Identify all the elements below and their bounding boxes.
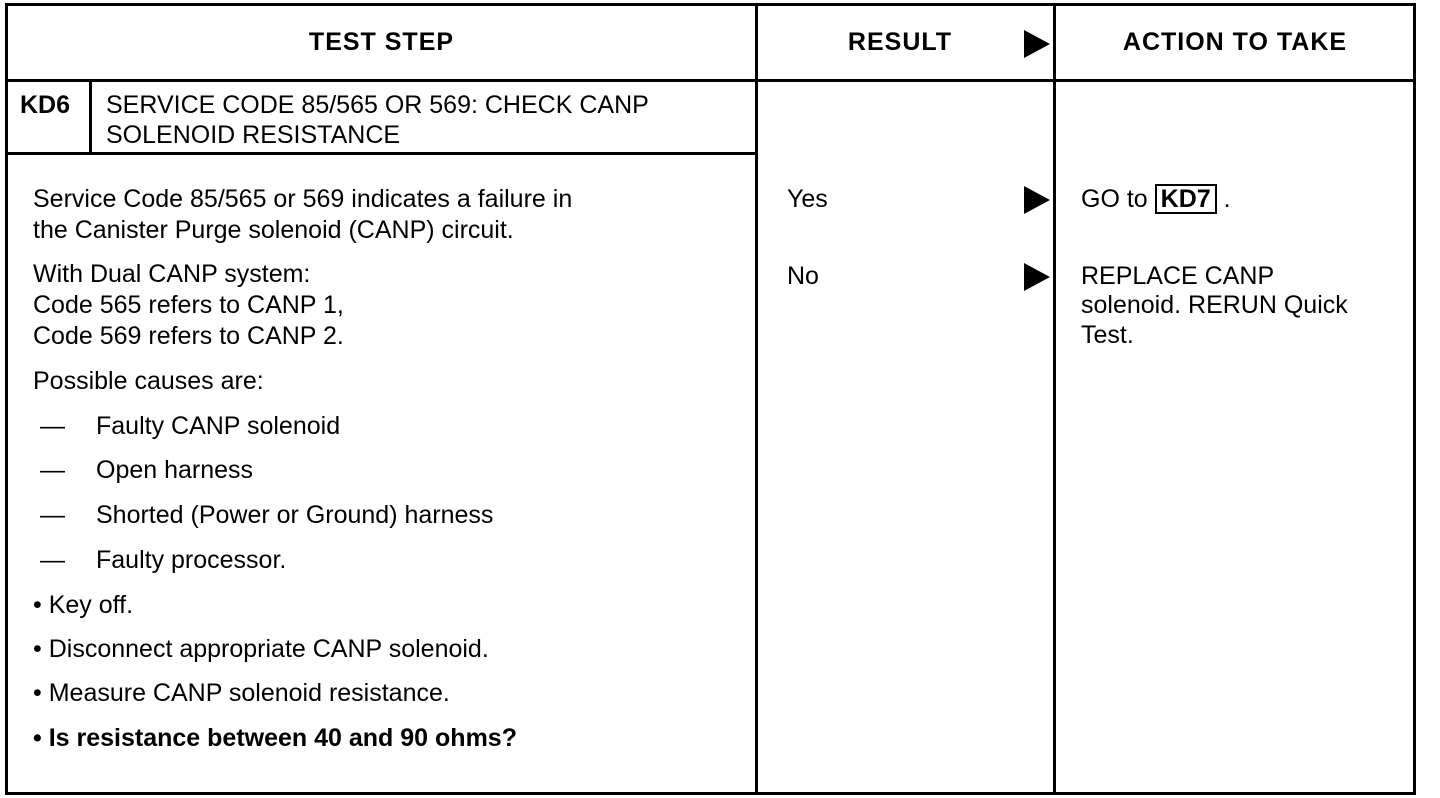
dual-line2: Code 565 refers to CANP 1, (33, 291, 344, 319)
goto-kd7-link[interactable]: KD7 (1155, 184, 1217, 214)
intro-line1: Service Code 85/565 or 569 indicates a failure in (33, 185, 573, 213)
procedure-step (33, 590, 133, 621)
step-id-divider (89, 79, 92, 155)
header-action: ACTION TO TAKE (1122, 28, 1348, 56)
column-divider-action (1053, 3, 1056, 795)
step-id: KD6 (20, 91, 71, 119)
dual-line1: With Dual CANP system: (33, 260, 311, 288)
step-title-line1: SERVICE CODE 85/565 OR 569: CHECK CANP (106, 91, 649, 119)
action-yes-suffix: . (1223, 185, 1231, 213)
result-yes: Yes (787, 185, 828, 213)
dash-marker: — (40, 456, 65, 484)
procedure-text: Key off. (48, 591, 134, 619)
action-yes-prefix: GO to (1081, 185, 1148, 213)
action-no-line2: solenoid. RERUN Quick (1081, 291, 1348, 319)
causes-label: Possible causes are: (33, 367, 264, 395)
cause-text: Open harness (96, 456, 254, 484)
bullet-marker: • (33, 724, 42, 752)
procedure-text: Disconnect appropriate CANP solenoid. (48, 635, 489, 663)
bullet-marker: • (33, 635, 42, 663)
procedure-text: Measure CANP solenoid resistance. (48, 679, 450, 707)
intro-line2: the Canister Purge solenoid (CANP) circuit. (33, 216, 514, 244)
header-result-arrow-icon (1024, 30, 1050, 58)
cause-text: Faulty CANP solenoid (96, 412, 341, 440)
step-title-line2: SOLENOID RESISTANCE (106, 121, 401, 149)
cause-item (40, 545, 286, 576)
bullet-marker: • (33, 679, 42, 707)
question (33, 723, 517, 754)
cause-item (40, 455, 253, 486)
result-no-arrow-icon (1024, 263, 1050, 291)
column-divider-result (755, 3, 758, 795)
dash-marker: — (40, 501, 65, 529)
action-no-line3: Test. (1081, 321, 1134, 349)
procedure-step (33, 634, 489, 665)
question-text: Is resistance between 40 and 90 ohms? (48, 724, 517, 752)
header-result: RESULT (847, 28, 953, 56)
dual-line3: Code 569 refers to CANP 2. (33, 322, 344, 350)
action-no-line1: REPLACE CANP (1081, 262, 1275, 290)
procedure-step (33, 678, 450, 709)
cause-text: Faulty processor. (96, 546, 287, 574)
cause-item (40, 500, 493, 531)
result-no: No (787, 262, 819, 290)
cause-item (40, 411, 340, 442)
result-yes-arrow-icon (1024, 186, 1050, 214)
dash-marker: — (40, 546, 65, 574)
header-test-step: TEST STEP (308, 28, 455, 56)
dash-marker: — (40, 412, 65, 440)
cause-text: Shorted (Power or Ground) harness (96, 501, 494, 529)
header-divider (5, 79, 1416, 82)
action-yes (1081, 184, 1231, 215)
step-title-divider (5, 152, 758, 155)
bullet-marker: • (33, 591, 42, 619)
